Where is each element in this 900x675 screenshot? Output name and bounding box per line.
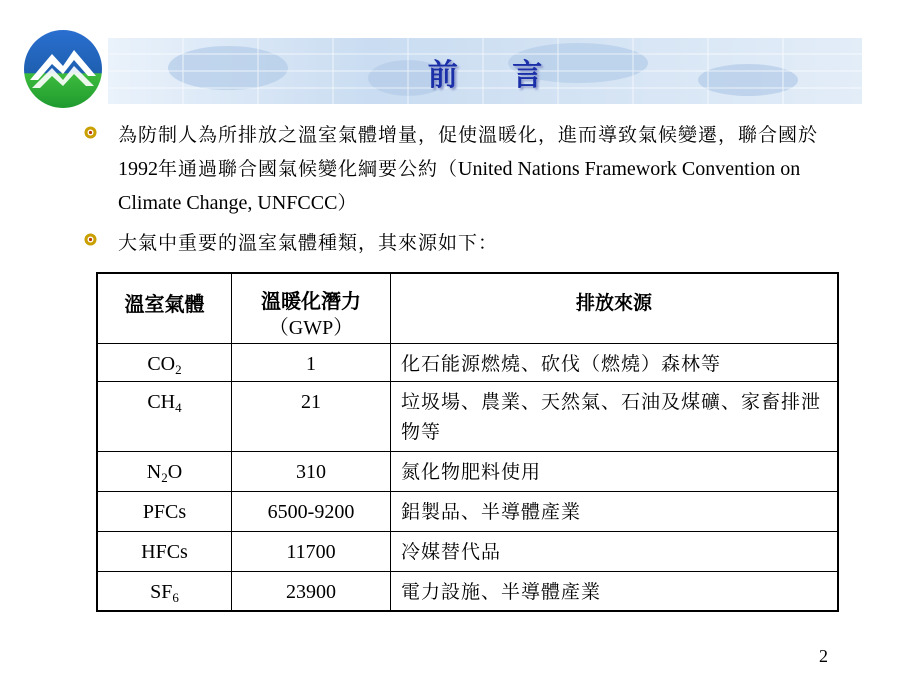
table-row [97,491,838,531]
slide-title: 前 言 [427,58,565,93]
gwp-cell: 11700 [232,531,391,571]
bullet-1-close: ） [337,192,358,214]
bullet-1-english: United Nations Framework Convention on Climate Change, UNFCCC [118,158,801,214]
gas-cell: $CH_4$ [97,381,232,451]
header-gwp-label: 溫暖化潛力 [261,289,361,313]
bullet-icon [84,233,97,246]
table-row [97,343,838,381]
page-number: 2 [819,646,828,666]
source-cell: 化石能源燃燒、砍伐（燃燒）森林等 [391,343,839,381]
gwp-cell: 310 [232,451,391,491]
gas-cell: HFCs [97,531,232,571]
table-row [97,451,838,491]
gas-cell: PFCs [97,491,232,531]
header-source: 排放來源 [391,273,839,343]
source-cell: 氮化物肥料使用 [391,451,839,491]
bullet-paragraph-1 [118,118,838,220]
gas-cell: $N_2O$ [97,451,232,491]
logo-mark [22,28,104,110]
gwp-cell: 23900 [232,571,391,611]
source-cell: 電力設施、半導體產業 [391,571,839,611]
agency-logo [22,28,104,110]
greenhouse-gas-table [96,272,839,612]
gas-cell: $CO_2$ [97,343,232,381]
table-row [97,531,838,571]
bullet-paragraph-2: 大氣中重要的溫室氣體種類，其來源如下： [118,232,499,254]
gwp-cell: 21 [232,381,391,451]
header-gwp-abbrev: （GWP） [268,317,354,339]
bullet-icon [84,126,97,139]
source-cell: 鋁製品、半導體產業 [391,491,839,531]
source-cell: 冷媒替代品 [391,531,839,571]
gas-cell: $SF_6$ [97,571,232,611]
bullet-1-text: 為防制人為所排放之溫室氣體增量，促使溫暖化，進而導致氣候變遷，聯合國於 [118,124,819,146]
header-gas: 溫室氣體 [97,273,232,343]
gwp-cell: 1 [232,343,391,381]
bullet-1-text-2: 年通過聯合國氣候變化綱要公約（ [158,158,459,180]
table-header-row [97,273,838,343]
table-row [97,381,838,451]
bullet-1-year: 1992 [118,158,158,180]
gwp-cell: 6500-9200 [232,491,391,531]
source-cell: 垃圾場、農業、天然氣、石油及煤礦、家畜排泄物等 [391,381,839,451]
table-row [97,571,838,611]
title-banner [108,38,862,104]
header-gwp [232,273,391,343]
